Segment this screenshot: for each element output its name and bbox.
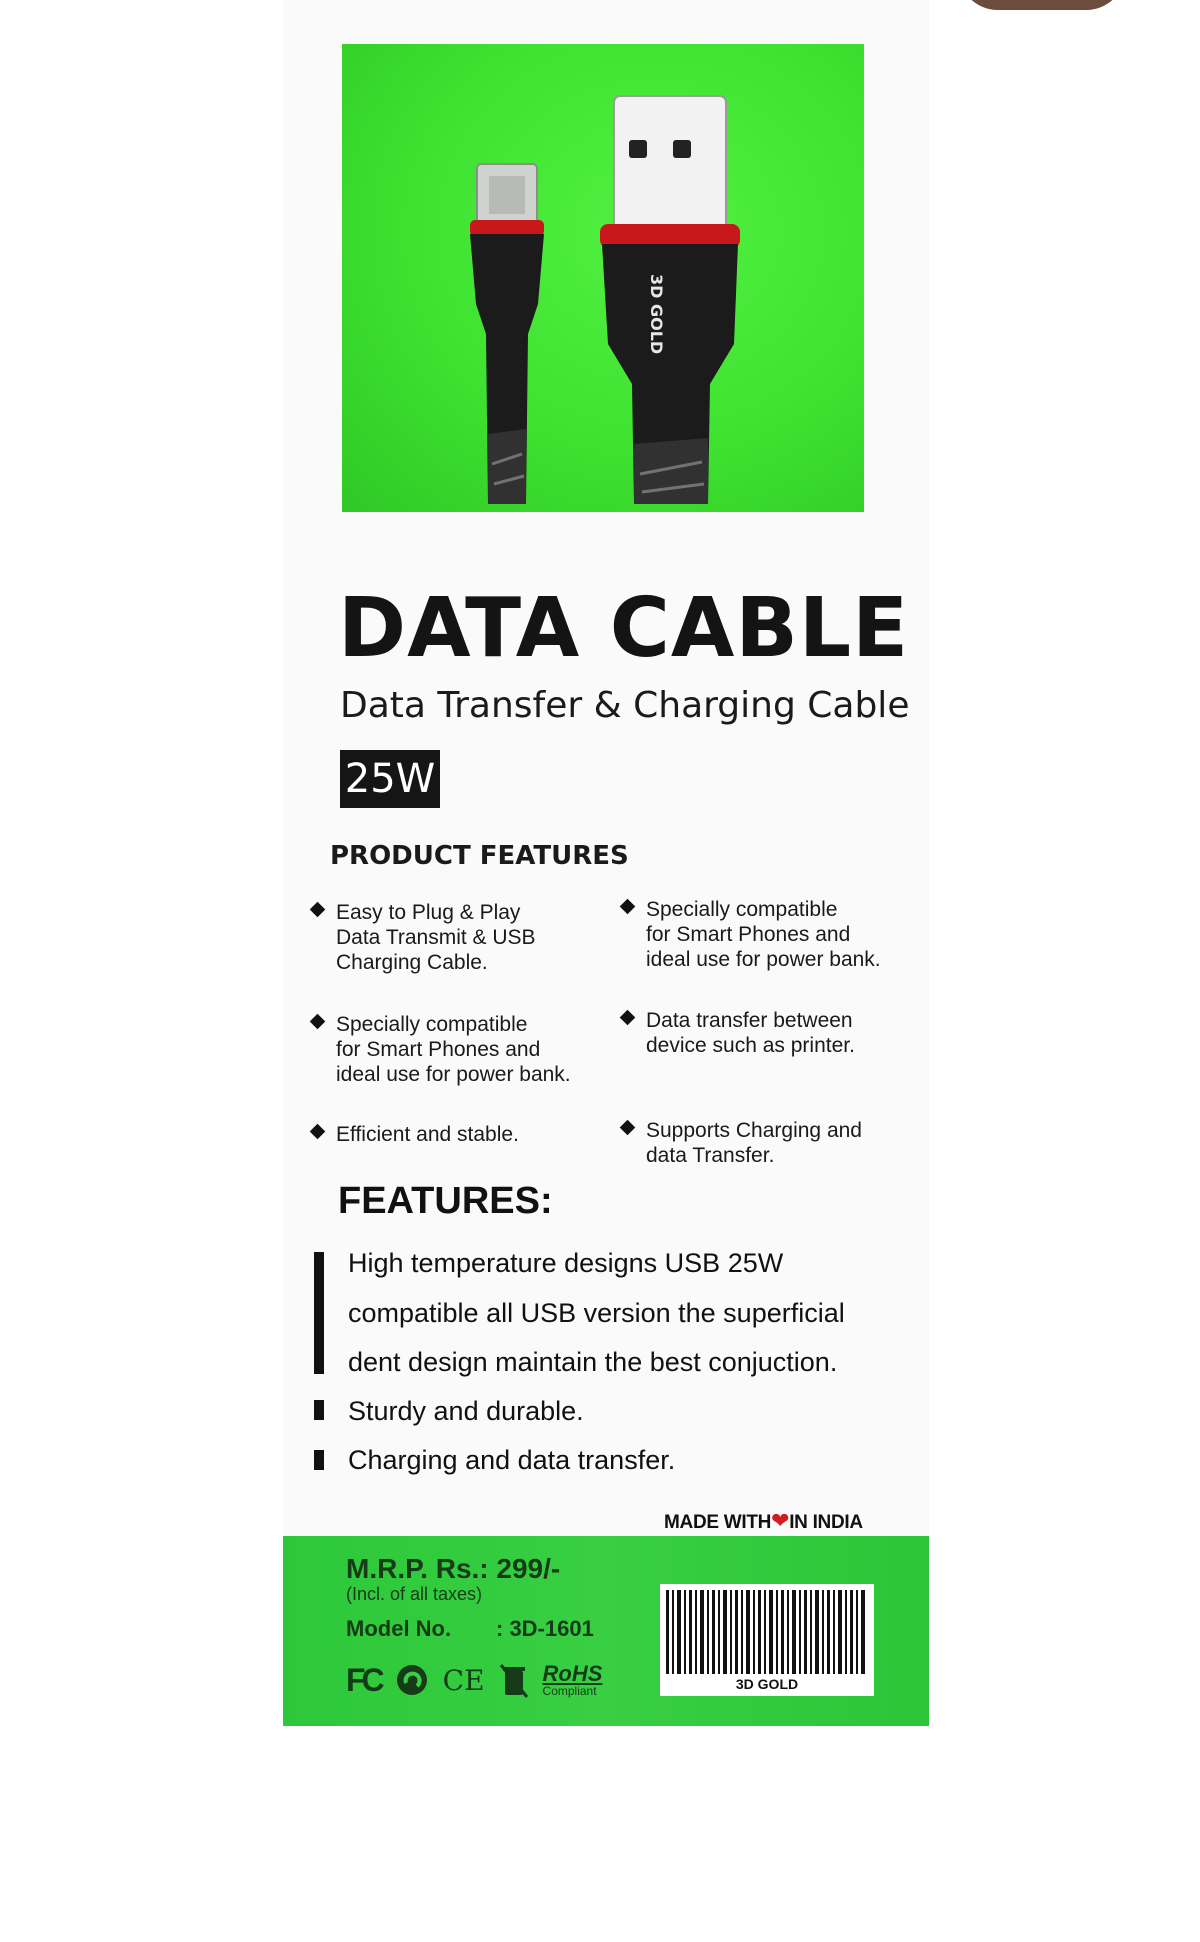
cable-illustration — [342, 44, 864, 512]
tax-note: (Incl. of all taxes) — [346, 1584, 483, 1604]
fc-mark-icon: FC — [346, 1661, 381, 1698]
product-feature-text: Easy to Plug & Play Data Transmit & USB Charging Cable. — [336, 901, 536, 974]
feature-bar-icon — [314, 1252, 324, 1374]
product-feature-item — [336, 1122, 626, 1147]
product-title: DATA CABLE — [338, 581, 910, 676]
certification-marks — [346, 1660, 602, 1700]
usb-a-connector — [600, 96, 740, 504]
rohs-mark-icon — [543, 1663, 603, 1697]
mrp-price: M.R.P. Rs.: 299/- — [346, 1553, 561, 1584]
feature-line: Charging and data transfer. — [348, 1445, 676, 1475]
feature-line: Sturdy and durable. — [348, 1396, 584, 1426]
product-subtitle: Data Transfer & Charging Cable — [340, 685, 910, 726]
top-decoration — [958, 0, 1126, 10]
ce-mark-icon: CE — [442, 1663, 485, 1697]
features-heading: FEATURES: — [338, 1180, 553, 1222]
feature-line: High temperature designs USB 25W — [348, 1248, 784, 1278]
weee-bin-icon — [499, 1661, 529, 1699]
barcode-label: 3D GOLD — [735, 1676, 799, 1692]
barcode-bars-icon — [666, 1590, 868, 1674]
feature-bar-icon — [314, 1400, 324, 1420]
feature-line: dent design maintain the best conjuction. — [348, 1347, 838, 1377]
product-feature-item — [336, 900, 626, 975]
micro-usb-connector — [470, 164, 544, 504]
cable-brand-label: 3D GOLD — [647, 274, 666, 355]
model-label: Model No. — [346, 1616, 452, 1641]
product-feature-item — [336, 1012, 626, 1087]
product-photo — [342, 44, 864, 512]
heart-icon: ❤ — [771, 1508, 790, 1533]
feature-line: compatible all USB version the superficial — [348, 1298, 845, 1328]
product-feature-item — [646, 1008, 936, 1058]
product-feature-text: Supports Charging and data Transfer. — [646, 1119, 862, 1167]
made-with-text: MADE WITH — [664, 1512, 772, 1533]
product-feature-text: Efficient and stable. — [336, 1123, 519, 1146]
product-features-heading: PRODUCT FEATURES — [330, 841, 629, 871]
rohs-sub-label: Compliant — [542, 1684, 597, 1698]
in-india-text: IN INDIA — [789, 1512, 863, 1533]
product-feature-text: Data transfer between device such as printer. — [646, 1009, 855, 1057]
made-in-india — [664, 1508, 863, 1534]
rohs-label: RoHS — [542, 1661, 603, 1686]
product-feature-item — [646, 1118, 936, 1168]
power-badge: 25W — [340, 750, 440, 808]
model-number: : 3D-1601 — [496, 1616, 594, 1641]
product-feature-text: Specially compatible for Smart Phones and ideal use for power bank. — [336, 1013, 571, 1086]
product-feature-item — [646, 897, 936, 972]
recycle-icon — [395, 1663, 429, 1697]
feature-bar-icon — [314, 1450, 324, 1470]
barcode — [660, 1584, 874, 1696]
product-feature-text: Specially compatible for Smart Phones and ideal use for power bank. — [646, 898, 881, 971]
